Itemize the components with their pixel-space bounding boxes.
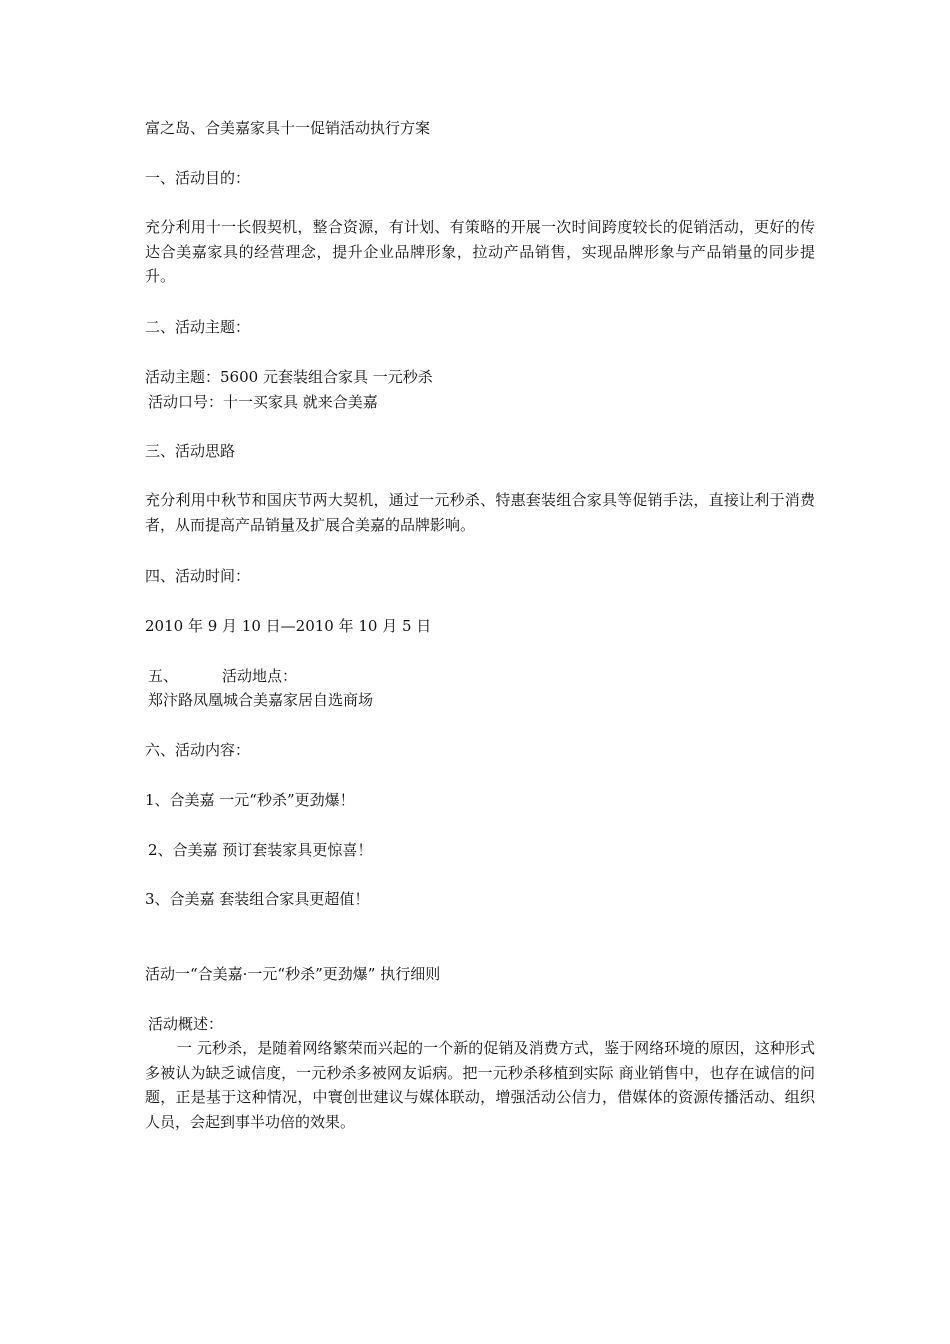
section-5-number: 五、 (148, 667, 179, 685)
activity-location: 郑汴路凤凰城合美嘉家居自选商场 (148, 691, 374, 709)
content-item-2: 2、合美嘉 预订套装家具更惊喜！ (148, 841, 373, 859)
section-1-body: 充分利用十一长假契机，整合资源，有计划、有策略的开展一次时间跨度较长的促销活动，更好的传达合美嘉家具的经营理念，提升企业品牌形象，拉动产品销售，实现品牌形象与产品销量的同步提升。 (145, 218, 815, 285)
section-4-heading: 四、活动时间： (145, 567, 251, 585)
content-item-1: 1、合美嘉 一元“秒杀”更劲爆！ (145, 791, 355, 809)
activity-dates: 2010 年 9 月 10 日—2010 年 10 月 5 日 (145, 617, 432, 635)
section-6-heading: 六、活动内容： (145, 741, 251, 759)
content-item-3: 3、合美嘉 套装组合家具更超值！ (145, 890, 370, 908)
section-3-body: 充分利用中秋节和国庆节两大契机，通过一元秒杀、特惠套装组合家具等促销手法，直接让利于消费者，从而提高产品销量及扩展合美嘉的品牌影响。 (145, 491, 815, 534)
section-5-label: 活动地点： (222, 667, 298, 685)
section-5-heading (148, 664, 818, 689)
overview-body: 一 元秒杀，是随着网络繁荣而兴起的一个新的促销及消费方式，鉴于网络环境的原因，这种形式多被认为缺乏诚信度，一元秒杀多被网友诟病。把一元秒杀移植到实际 商业销售中，也存在诚信的问题，正是基于这种情况，中寰创世建议与媒体联动，增强活动公信力，借媒体的资源传播活动、组织人员，会起到事半功倍的效果。 (145, 1039, 815, 1131)
activity-theme: 活动主题：5600 元套装组合家具 一元秒杀 (145, 368, 433, 386)
overview-label: 活动概述： (148, 1015, 224, 1033)
activity-slogan: 活动口号：十一买家具 就来合美嘉 (148, 393, 378, 411)
section-2-heading: 二、活动主题： (145, 318, 251, 336)
section-1-heading: 一、活动目的： (145, 169, 251, 187)
activity-one-heading: 活动一“合美嘉·一元“秒杀”更劲爆” 执行细则 (145, 965, 441, 983)
document-title: 富之岛、合美嘉家具十一促销活动执行方案 (145, 119, 431, 137)
section-3-heading: 三、活动思路 (145, 442, 236, 460)
